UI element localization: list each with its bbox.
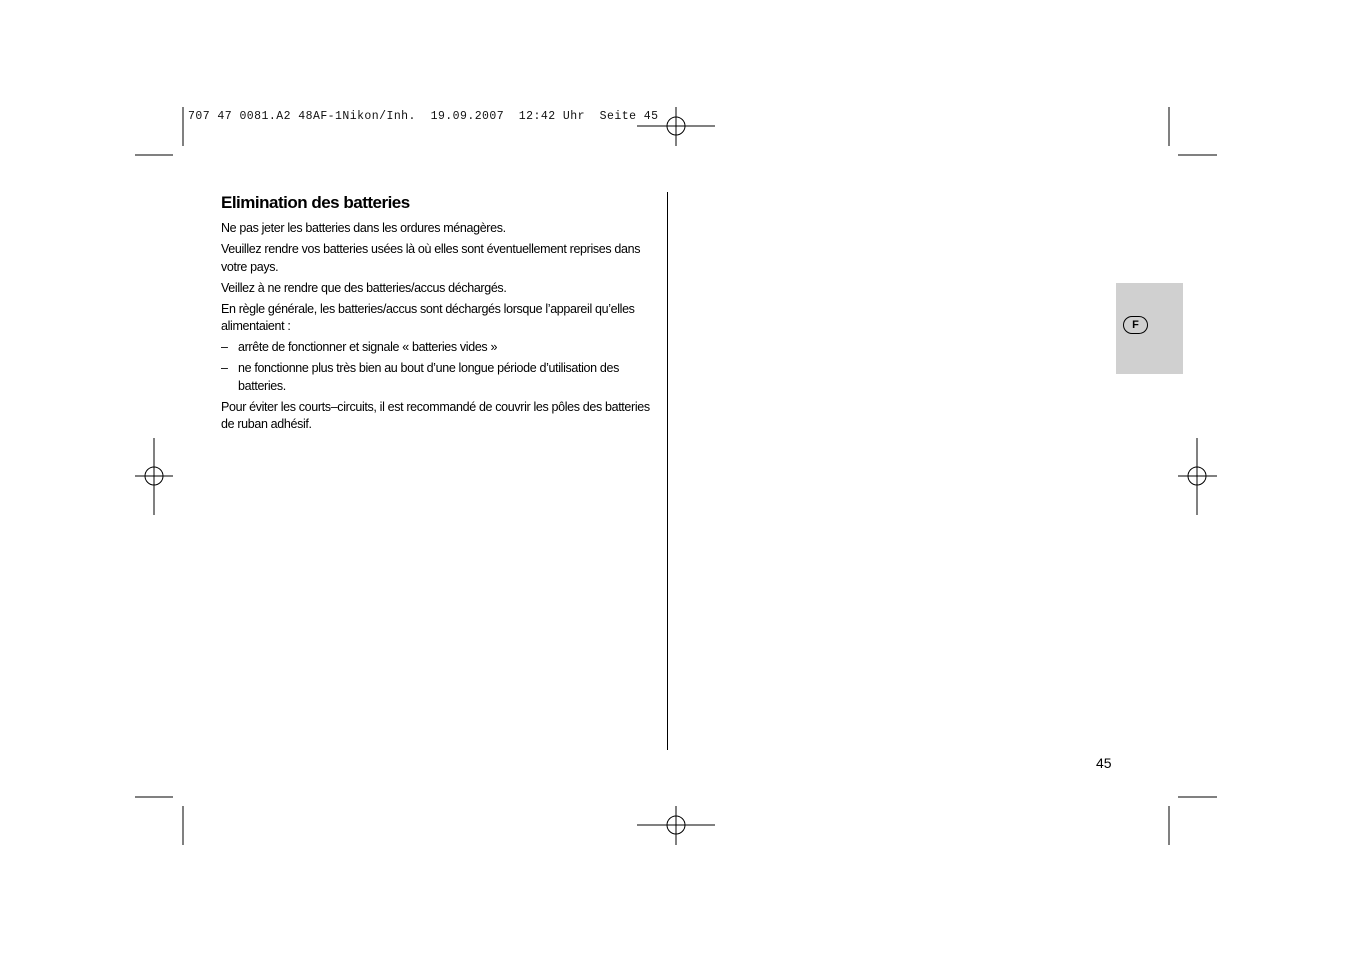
paragraph-general-rule: En règle générale, les batteries/accus sont déchargés lorsque l’appareil qu’elles alimentaient : [221,301,635,333]
list-item [221,339,661,357]
bullet-dash: – [221,340,228,354]
paragraph-household-waste: Ne pas jeter les batteries dans les ordures ménagères. [221,221,506,235]
paragraph-short-circuit: Pour éviter les courts–circuits, il est recommandé de couvrir les pôles des batteries de ruban adhésif. [221,399,650,431]
list-item-text: ne fonctionne plus très bien au bout d’une longue période d’utilisation des batteries. [238,361,619,393]
list-item-text: arrête de fonctionner et signale « batteries vides » [238,340,498,354]
page-number: 45 [1096,755,1112,771]
condition-list [221,339,661,395]
language-badge: F [1123,316,1148,334]
list-item [221,360,661,395]
main-text-column [221,192,661,437]
paragraph-discharged-only: Veillez à ne rendre que des batteries/accus déchargés. [221,280,507,295]
bullet-dash: – [221,361,228,375]
paragraph-return-batteries: Veuillez rendre vos batteries usées là où elles sont éventuellement reprises dans votre pays. [221,242,641,274]
column-divider [667,192,668,750]
print-slug-line: 707 47 0081.A2 48AF-1Nikon/Inh. 19.09.2007 12:42 Uhr Seite 45 [188,110,659,123]
section-heading: Elimination des batteries [221,193,410,212]
